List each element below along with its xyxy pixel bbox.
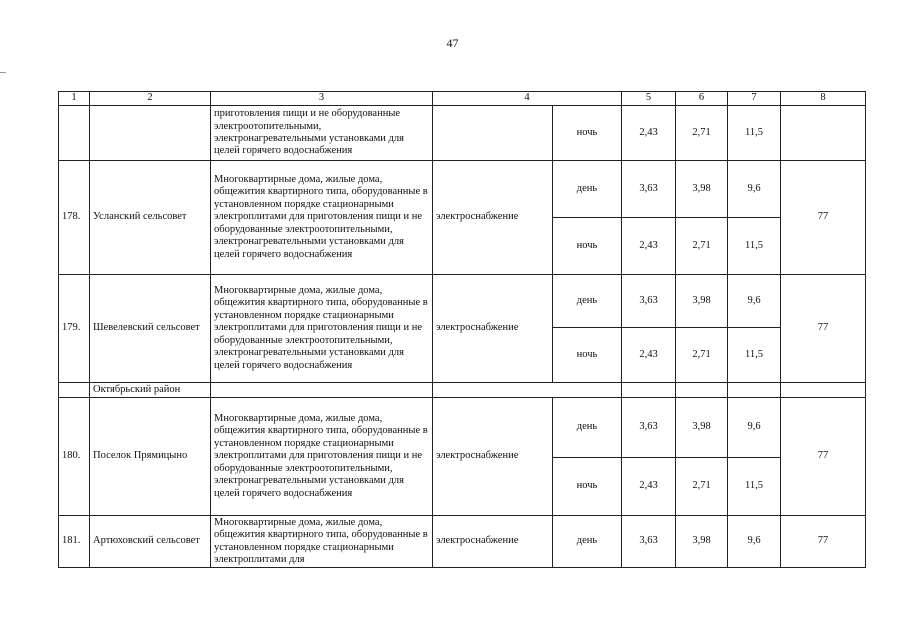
day-value-6: 3,98	[676, 516, 728, 568]
header-row	[59, 92, 866, 106]
day-value-7: 9,6	[728, 161, 781, 218]
cont-num	[59, 106, 90, 161]
day-value-5: 3,63	[622, 275, 676, 328]
night-value-6: 2,71	[676, 458, 728, 516]
period-day: день	[553, 275, 622, 328]
period-day: день	[553, 161, 622, 218]
entry-name: Усланский сельсовет	[90, 161, 211, 275]
header-cell-6: 6	[676, 92, 728, 106]
table-row	[59, 275, 866, 328]
page-number: 47	[446, 36, 459, 50]
entry-service: электроснабжение	[433, 398, 553, 516]
night-value-7: 11,5	[728, 328, 781, 383]
entry-service: электроснабжение	[433, 275, 553, 383]
cont-col8	[781, 106, 866, 161]
period-day: день	[553, 516, 622, 568]
cont-description: приготовления пищи и не оборудованные электроотопительными, электронагревательными установками для целей горячего водоснабжения	[211, 106, 433, 161]
period-night: ночь	[553, 328, 622, 383]
entry-col8: 77	[781, 398, 866, 516]
table-row	[59, 161, 866, 218]
entry-service: электроснабжение	[433, 516, 553, 568]
night-value-7: 11,5	[728, 218, 781, 275]
entry-col8: 77	[781, 516, 866, 568]
period-night: ночь	[553, 458, 622, 516]
night-value-5: 2,43	[622, 328, 676, 383]
entry-number: 179.	[59, 275, 90, 383]
day-value-6: 3,98	[676, 275, 728, 328]
cont-period: ночь	[553, 106, 622, 161]
cont-value-7: 11,5	[728, 106, 781, 161]
day-value-6: 3,98	[676, 161, 728, 218]
district-num	[59, 383, 90, 398]
tariff-table	[58, 91, 866, 568]
entry-description: Многоквартирные дома, жилые дома, общежития квартирного типа, оборудованные в установленном порядке стационарными электроплитами для	[211, 516, 433, 568]
day-value-5: 3,63	[622, 398, 676, 458]
header-cell-7: 7	[728, 92, 781, 106]
period-day: день	[553, 398, 622, 458]
entry-service: электроснабжение	[433, 161, 553, 275]
day-value-5: 3,63	[622, 516, 676, 568]
table-row	[59, 516, 866, 568]
night-value-6: 2,71	[676, 218, 728, 275]
day-value-6: 3,98	[676, 398, 728, 458]
entry-name: Шевелевский сельсовет	[90, 275, 211, 383]
header-cell-2: 2	[90, 92, 211, 106]
day-value-7: 9,6	[728, 398, 781, 458]
entry-description: Многоквартирные дома, жилые дома, общежития квартирного типа, оборудованные в установленном порядке стационарными электроплитами для приготовления пищи и не оборудованные электроотопительными, электронагревательными установками для целей горячего водоснабжения	[211, 398, 433, 516]
header-cell-5: 5	[622, 92, 676, 106]
night-value-5: 2,43	[622, 458, 676, 516]
header-cell-1: 1	[59, 92, 90, 106]
entry-description: Многоквартирные дома, жилые дома, общежития квартирного типа, оборудованные в установленном порядке стационарными электроплитами для приготовления пищи и не оборудованные электроотопительными, электронагревательными установками для целей горячего водоснабжения	[211, 161, 433, 275]
entry-number: 181.	[59, 516, 90, 568]
header-cell-8: 8	[781, 92, 866, 106]
entry-col8: 77	[781, 275, 866, 383]
header-cell-4: 4	[433, 92, 622, 106]
night-value-5: 2,43	[622, 218, 676, 275]
cont-value-5: 2,43	[622, 106, 676, 161]
header-cell-3: 3	[211, 92, 433, 106]
night-value-7: 11,5	[728, 458, 781, 516]
scan-edge-mark	[0, 72, 6, 73]
day-value-7: 9,6	[728, 275, 781, 328]
cont-service	[433, 106, 553, 161]
entry-number: 178.	[59, 161, 90, 275]
district-name: Октябрьский район	[90, 383, 211, 398]
cont-name	[90, 106, 211, 161]
entry-col8: 77	[781, 161, 866, 275]
day-value-5: 3,63	[622, 161, 676, 218]
cont-value-6: 2,71	[676, 106, 728, 161]
entry-description: Многоквартирные дома, жилые дома, общежития квартирного типа, оборудованные в установленном порядке стационарными электроплитами для приготовления пищи и не оборудованные электроотопительными, электронагревательными установками для целей горячего водоснабжения	[211, 275, 433, 383]
night-value-6: 2,71	[676, 328, 728, 383]
entry-name: Поселок Прямицыно	[90, 398, 211, 516]
district-row	[59, 383, 866, 398]
period-night: ночь	[553, 218, 622, 275]
entry-name: Артюховский сельсовет	[90, 516, 211, 568]
table-row	[59, 398, 866, 458]
day-value-7: 9,6	[728, 516, 781, 568]
continuation-row	[59, 106, 866, 161]
entry-number: 180.	[59, 398, 90, 516]
